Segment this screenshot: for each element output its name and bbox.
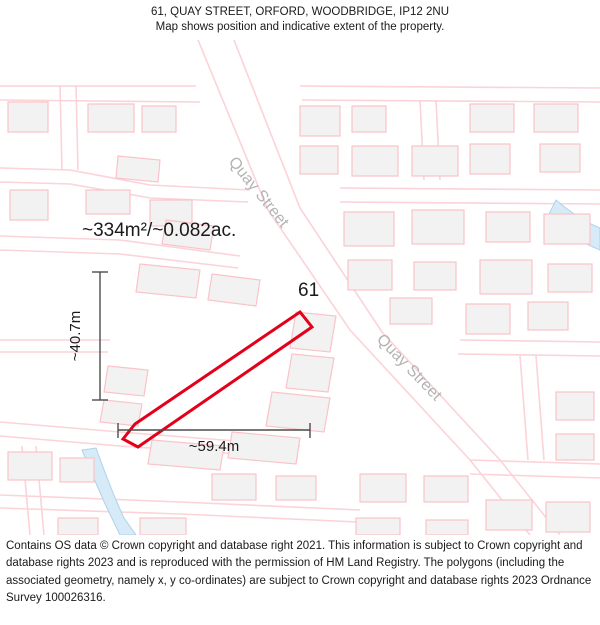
street-label-quay-street-top: Quay Street [224, 153, 292, 231]
page-header [0, 0, 600, 40]
plot-area-label: ~334m²/~0.082ac. [82, 220, 237, 241]
water-feature [82, 200, 600, 535]
plot-number-label: 61 [298, 280, 320, 301]
page-title: 61, QUAY STREET, ORFORD, WOODBRIDGE, IP12 2NU [151, 6, 449, 18]
copyright-footer: Contains OS data © Crown copyright and database right 2021. This information is subject to Crown copyright and database rights 2023 and is reproduced with the permission of HM Land Registry. The polygons (including the associated geometry, namely x, y co-ordinates) are subject to Crown copyright and database rights 2023 Ordnance Survey 100026316. [6, 540, 592, 604]
horizontal-dimension-label: ~59.4m [188, 438, 240, 455]
map-canvas[interactable] [0, 40, 600, 535]
vertical-dimension-label: ~40.7m [67, 310, 84, 362]
street-label-quay-street-bottom: Quay Street [373, 330, 445, 405]
page-subtitle: Map shows position and indicative extent of the property. [155, 21, 445, 33]
